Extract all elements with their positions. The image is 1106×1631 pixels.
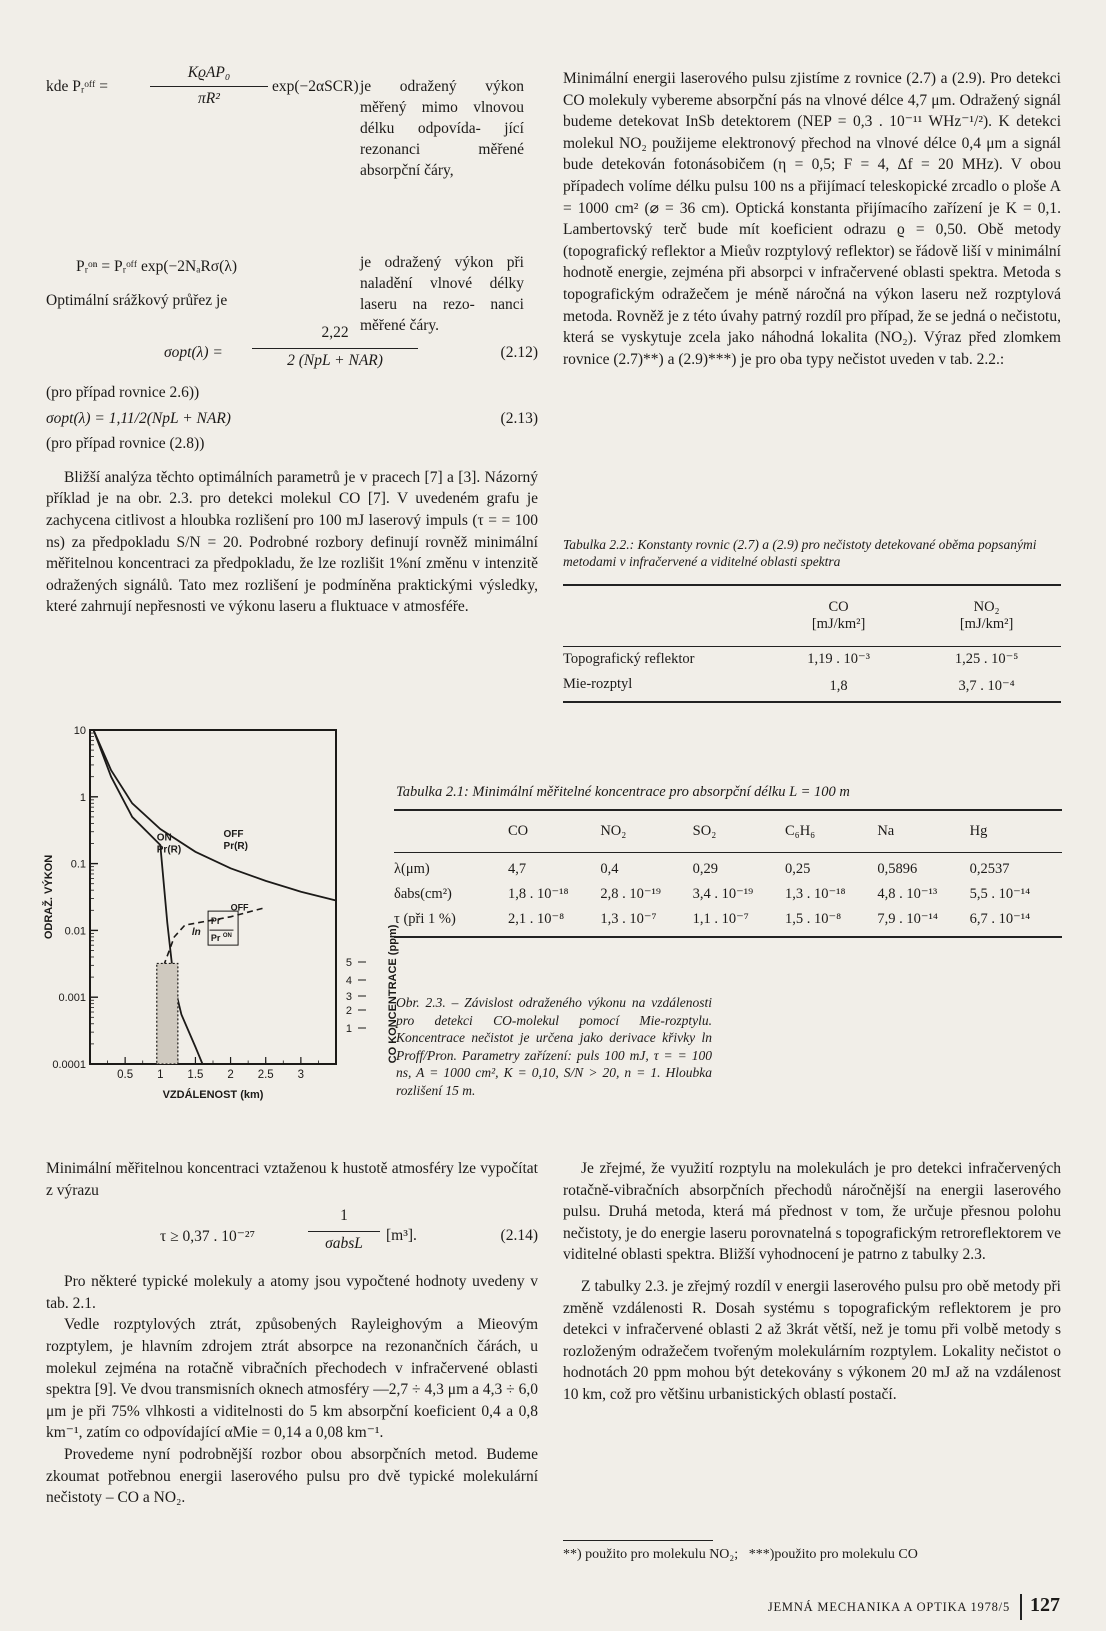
y-tick-label: 0.01 <box>64 925 86 938</box>
right-column-top <box>563 68 1061 370</box>
figure-2-3-caption: Obr. 2.3. – Závislost odraženého výkonu na vzdálenosti pro detekci CO-molekul pomocí Mie-rozptylu. Koncentrace nečistot je určena jako derivace křivky ln Proff/Pron. Parametry zařízení: puls 100 mJ, τ = = 100 ns, A = 1000 cm², K = 0,10, S/N > 20, n = 1. Hloubka rozlišení 15 m. <box>396 995 712 1098</box>
y2-tick-label: 5 <box>345 957 352 969</box>
y-tick-label: 0.001 <box>58 992 86 1005</box>
eq14-denominator: σabsL <box>325 1235 363 1253</box>
table-cell: 0,5896 <box>877 861 918 877</box>
eq12-numerator: 2,22 <box>321 323 349 341</box>
table-row <box>394 853 1062 883</box>
formula-prff <box>46 62 540 252</box>
table-header-cell: CO [mJ/km²] <box>811 599 866 632</box>
y-axis-label: ODRAŽ. VÝKON <box>43 854 55 940</box>
annotation-label: ON <box>156 832 172 844</box>
page-number: 127 <box>1030 1594 1060 1616</box>
x-tick-label: 1.5 <box>187 1069 204 1081</box>
f2-lhs: Pᵣᵒⁿ = Pᵣᵒᶠᶠ exp(−2NₐRσ(λ) <box>76 258 237 275</box>
annotation-label: Pr(R) <box>223 841 248 853</box>
table-header-cell: NO₂ [mJ/km²] <box>959 599 1014 632</box>
annotation-label: Pr <box>210 933 221 944</box>
table-header-cell: NO₂ <box>600 823 627 839</box>
table-cell: 3,7 . 10⁻⁴ <box>958 678 1015 694</box>
x-tick-label: 2 <box>227 1069 234 1081</box>
table-cell: λ(μm) <box>394 861 430 877</box>
table-cell: 0,2537 <box>969 861 1010 877</box>
paragraph-min-concentration: Minimální měřitelnou koncentraci vztaženou k hustotě atmosféry lze vypočítat z výrazu <box>46 1160 538 1199</box>
annotation-label: ON <box>222 933 232 940</box>
f1-exp: exp(−2αSCR) <box>272 78 359 95</box>
f1-denominator: πR² <box>198 90 220 107</box>
y2-tick-label: 2 <box>345 1005 352 1017</box>
x-tick-label: 3 <box>297 1069 305 1081</box>
paragraph-energy: Minimální energii laserového pulsu zjistíme z rovnice (2.7) a (2.9). Pro detekci CO molekuly vybereme absorpční pás na vlnové délce 4,7 μm. Odražený signál budeme detekovat InSb detektorem (NEP = 0,3 . 10⁻¹¹ WHz⁻¹/²). K detekci molekul NO₂ použijeme elektronový přechod na vlnové délce 0,4 μm a signál bude detekován fotonásobičem (η = 0,5; F = 4, Δf = 20 MHz). V obou případech volíme délku pulsu 100 ns a přijímací teleskopické zrcadlo o ploše A = 1000 cm² (⌀ = 36 cm). Optická konstanta přijímacího zařízení je K = 0,1. Lambertovský terč bude mít koeficient odrazu ϱ = 0,50. Obě metody (topografický reflektor a Mieův rozptylový reflektor) se řádově liší v minimální hodnotě energie, zejména při absorpci v infračervené oblasti spektra. Metoda s topografickým odražečem je méně náročná na výkon laseru než rozptylová metoda. Rovněž je z této úvahy patrný rozdíl pro případ, že se jedná o nečistotu, která se vyskytuje zcela jako náhodná lokalita (NO₂). Výraz před zlomkem rovnice (2.7)**) a (2.9)***) je pro oba typy nečistot uveden v tab. 2.2.: <box>563 70 1061 368</box>
case-2: (pro případ rovnice (2.8)) <box>46 435 205 453</box>
f1-lhs: kde Pᵣᵒᶠᶠ = <box>46 78 108 95</box>
eq12-denominator: 2 (NpL + NAR) <box>287 351 383 369</box>
figure-2-3-chart <box>36 718 436 1138</box>
series-line <box>94 730 337 901</box>
table-cell: Topografický reflektor <box>563 651 695 667</box>
eq14-number: (2.14) <box>500 1227 538 1245</box>
table-header-cell: C₆H₆ <box>784 823 816 839</box>
journal-name: JEMNÁ MECHANIKA A OPTIKA 1978/5 <box>767 1600 1010 1614</box>
table-cell: 7,9 . 10⁻¹⁴ <box>877 911 938 927</box>
left-column-top <box>46 290 538 618</box>
footnote: **) použito pro molekulu NO₂; ***)použito pro molekulu CO <box>563 1547 918 1562</box>
x-tick-label: 0.5 <box>117 1069 134 1081</box>
table-cell: 4,8 . 10⁻¹³ <box>877 886 938 902</box>
table-header-row <box>394 810 1062 853</box>
x-tick-label: 2.5 <box>257 1069 274 1081</box>
table-cell: 1,8 <box>829 678 848 694</box>
page-footer <box>680 1592 1060 1622</box>
paragraph-scattering-losses: Vedle rozptylových ztrát, způsobených Rayleighovým a Mieovým rozptylem, je hlavním zdrojem ztrát absorpce na rezonančních čárách, u molekul zejména na rotačně vibračních přechodech v infračervené oblasti spektra [9]. Ve dvou transmisních oknech atmosféry —2,7 ÷ 4,3 μm a 4,3 ÷ 6,0 μm je při 75% vlhkosti a viditelnosti do 5 km absorpční koeficient 0,4 a 0,8 km⁻¹, zatím co odpovídající αMie = 0,14 a 0,08 km⁻¹. <box>46 1316 538 1442</box>
table-cell: 0,29 <box>692 861 719 877</box>
table-2-1-block <box>394 784 1062 938</box>
table-header-cell: SO₂ <box>692 823 717 839</box>
table-header-cell: Hg <box>969 823 988 839</box>
table-cell: 2,8 . 10⁻¹⁹ <box>600 886 661 902</box>
table-header-cell: CO <box>508 823 529 839</box>
table-row <box>394 907 1062 937</box>
table-2-1-caption: Tabulka 2.1: Minimální měřitelné koncentrace pro absorpční délku L = 100 m <box>396 784 850 800</box>
footnote-rule <box>563 1540 713 1541</box>
fraction-bar <box>252 348 418 349</box>
y-tick-label: 1 <box>79 791 86 804</box>
table-cell: 1,8 . 10⁻¹⁸ <box>508 886 569 902</box>
table-cell: 1,3 . 10⁻⁷ <box>600 911 657 927</box>
eq13-number: (2.13) <box>500 410 538 428</box>
table-cell: 3,4 . 10⁻¹⁹ <box>692 886 754 902</box>
figure-caption-block <box>396 994 712 1099</box>
table-cell: 6,7 . 10⁻¹⁴ <box>969 911 1031 927</box>
fraction-bar <box>308 1231 380 1232</box>
table-row <box>563 672 1061 702</box>
equation-2-13 <box>46 407 538 431</box>
table-row <box>563 647 1061 673</box>
fraction-bar <box>150 86 268 87</box>
paragraph-typical-molecules: Pro některé typické molekuly a atomy jsou vypočtené hodnoty uvedeny v tab. 2.1. <box>46 1273 538 1312</box>
annotation-label: OFF <box>223 829 244 841</box>
annotation-label: ln <box>191 927 201 939</box>
footnote-block <box>563 1540 1061 1563</box>
f1-description: je odražený výkon měřený mimo vlnovou délku odpovída- jící rezonanci měřené absorpční čáry, <box>360 78 524 179</box>
paragraph-table-2-3: Z tabulky 2.3. je zřejmý rozdíl v energii laserového pulsu pro obě metody při změně vzdálenosti R. Dosah systému s topografickým reflektorem je pro detekci v infračervené oblasti 2 až 3krát větší, než je tomu při volbě metody s rozloženým odražečem tvořeným molekulárním rozptylem. Lokality nečistot o hodnotách 20 ppm mohou být detekovány s výkonem 20 mJ až na vzdálenost 10 km, což pro většinu urbanistických oblastí postačí. <box>563 1277 1061 1403</box>
table-cell: 1,3 . 10⁻¹⁸ <box>784 886 846 902</box>
eq12-lhs: σopt(λ) = <box>164 343 223 361</box>
paragraph-scattering-use: Je zřejmé, že využití rozptylu na molekulách je pro detekci infračervených rotačně-vibračních absorpčních přechodů náročnější na energii laserového pulsu. Druhá metoda, která má přednost v tom, že určuje přesnou polohu nečistoty, je do energie laseru porovnatelná s topografickým retroreflektorem ve viditelné oblasti spektra. Bližší vyhodnocení je patrno z tabulky 2.3. <box>563 1160 1061 1264</box>
table-2-1 <box>394 809 1062 938</box>
right-column-bottom <box>563 1158 1061 1406</box>
table-cell: 1,25 . 10⁻⁵ <box>954 651 1019 667</box>
table-cell: 1,5 . 10⁻⁸ <box>784 911 842 927</box>
table-cell: τ (při 1 %) <box>394 911 456 927</box>
plot-frame <box>90 730 336 1064</box>
eq12-number: (2.12) <box>500 343 538 361</box>
table-2-2-caption: Tabulka 2.2.: Konstanty rovnic (2.7) a (2.9) pro nečistoty detekované oběma popsanými metodami v infračervené a viditelné oblasti spektra <box>563 537 1037 569</box>
y2-tick-label: 3 <box>345 991 352 1003</box>
annotation-label: Pr <box>210 916 221 927</box>
f2-description: je odražený výkon při naladění vlnové délky laseru na rezo- nanci měřené čáry. <box>360 254 524 334</box>
table-header-row <box>563 585 1061 647</box>
y2-tick-label: 1 <box>345 1023 352 1035</box>
series-line <box>94 730 203 1064</box>
optimal-intro: Optimální srážkový průřez je <box>46 292 228 309</box>
y2-tick-label: 4 <box>345 975 352 987</box>
eq14-numerator: 1 <box>340 1207 348 1225</box>
table-header-cell: Na <box>877 823 895 839</box>
eq14-unit: [m³]. <box>386 1227 417 1245</box>
annotation-label: OFF <box>230 902 249 913</box>
table-cell: 0,4 <box>600 861 619 877</box>
table-2-2 <box>563 584 1061 703</box>
eq13: σopt(λ) = 1,11/2(NpL + NAR) <box>46 410 231 428</box>
y-tick-label: 0.1 <box>70 858 86 871</box>
y-tick-label: 10 <box>73 725 86 737</box>
x-axis-label: VZDÁLENOST (km) <box>162 1089 264 1101</box>
table-cell: 2,1 . 10⁻⁸ <box>508 911 565 927</box>
table-header-cell <box>394 810 508 853</box>
x-tick-label: 1 <box>157 1069 164 1081</box>
table-cell: 4,7 <box>508 861 527 877</box>
table-header-cell <box>563 585 765 647</box>
equation-2-14 <box>46 1207 538 1263</box>
paragraph-analysis: Bližší analýza těchto optimálních parametrů je v pracech [7] a [3]. Názorný příklad je na obr. 2.3. pro detekci molekul CO [7]. V uvedeném grafu je zachycena citlivost a hloubka rozlišení pro 100 mJ laserový impuls (τ = = 100 ns) za předpokladu S/N = 20. Podrobné rozbory definují rovněž minimální měřitelnou koncentraci za předpokladu, že lze rozlišit 1%ní změnu v intenzitě odražených signálů. Tato mez rozlišení je podmíněna praktickými výsledky, které zahrnují nepřesnosti ve výkonu laseru a fluktuace v atmosféře. <box>46 468 538 616</box>
annotation-label: Pr(R) <box>156 844 182 856</box>
concentration-pulse <box>157 963 178 1064</box>
eq14-lhs: τ ≥ 0,37 . 10⁻²⁷ <box>160 1228 255 1246</box>
table-cell: 1,1 . 10⁻⁷ <box>692 911 749 927</box>
table-cell: δabs(cm²) <box>394 886 452 902</box>
table-cell: Mie-rozptyl <box>563 676 633 692</box>
table-cell: 1,19 . 10⁻³ <box>807 651 870 667</box>
table-2-2-block <box>563 536 1061 703</box>
table-row <box>394 882 1062 907</box>
y-tick-label: 0.0001 <box>52 1059 86 1071</box>
f1-numerator: KϱAP₀ <box>187 64 231 81</box>
case-1: (pro případ rovnice 2.6)) <box>46 383 200 401</box>
paragraph-analysis-methods: Provedeme nyní podrobnější rozbor obou absorpčních metod. Budeme zkoumat potřebnou energii laserového pulsu pro dvě typické molekulární nečistoty – CO a NO₂. <box>46 1445 538 1507</box>
table-cell: 5,5 . 10⁻¹⁴ <box>969 886 1031 902</box>
equation-2-12 <box>46 322 538 380</box>
left-column-bottom <box>46 1158 538 1509</box>
footer-divider <box>1020 1594 1022 1620</box>
table-cell: 0,25 <box>784 861 811 877</box>
y2-axis-label: CO KONCENTRACE (ppm) <box>387 924 399 1064</box>
